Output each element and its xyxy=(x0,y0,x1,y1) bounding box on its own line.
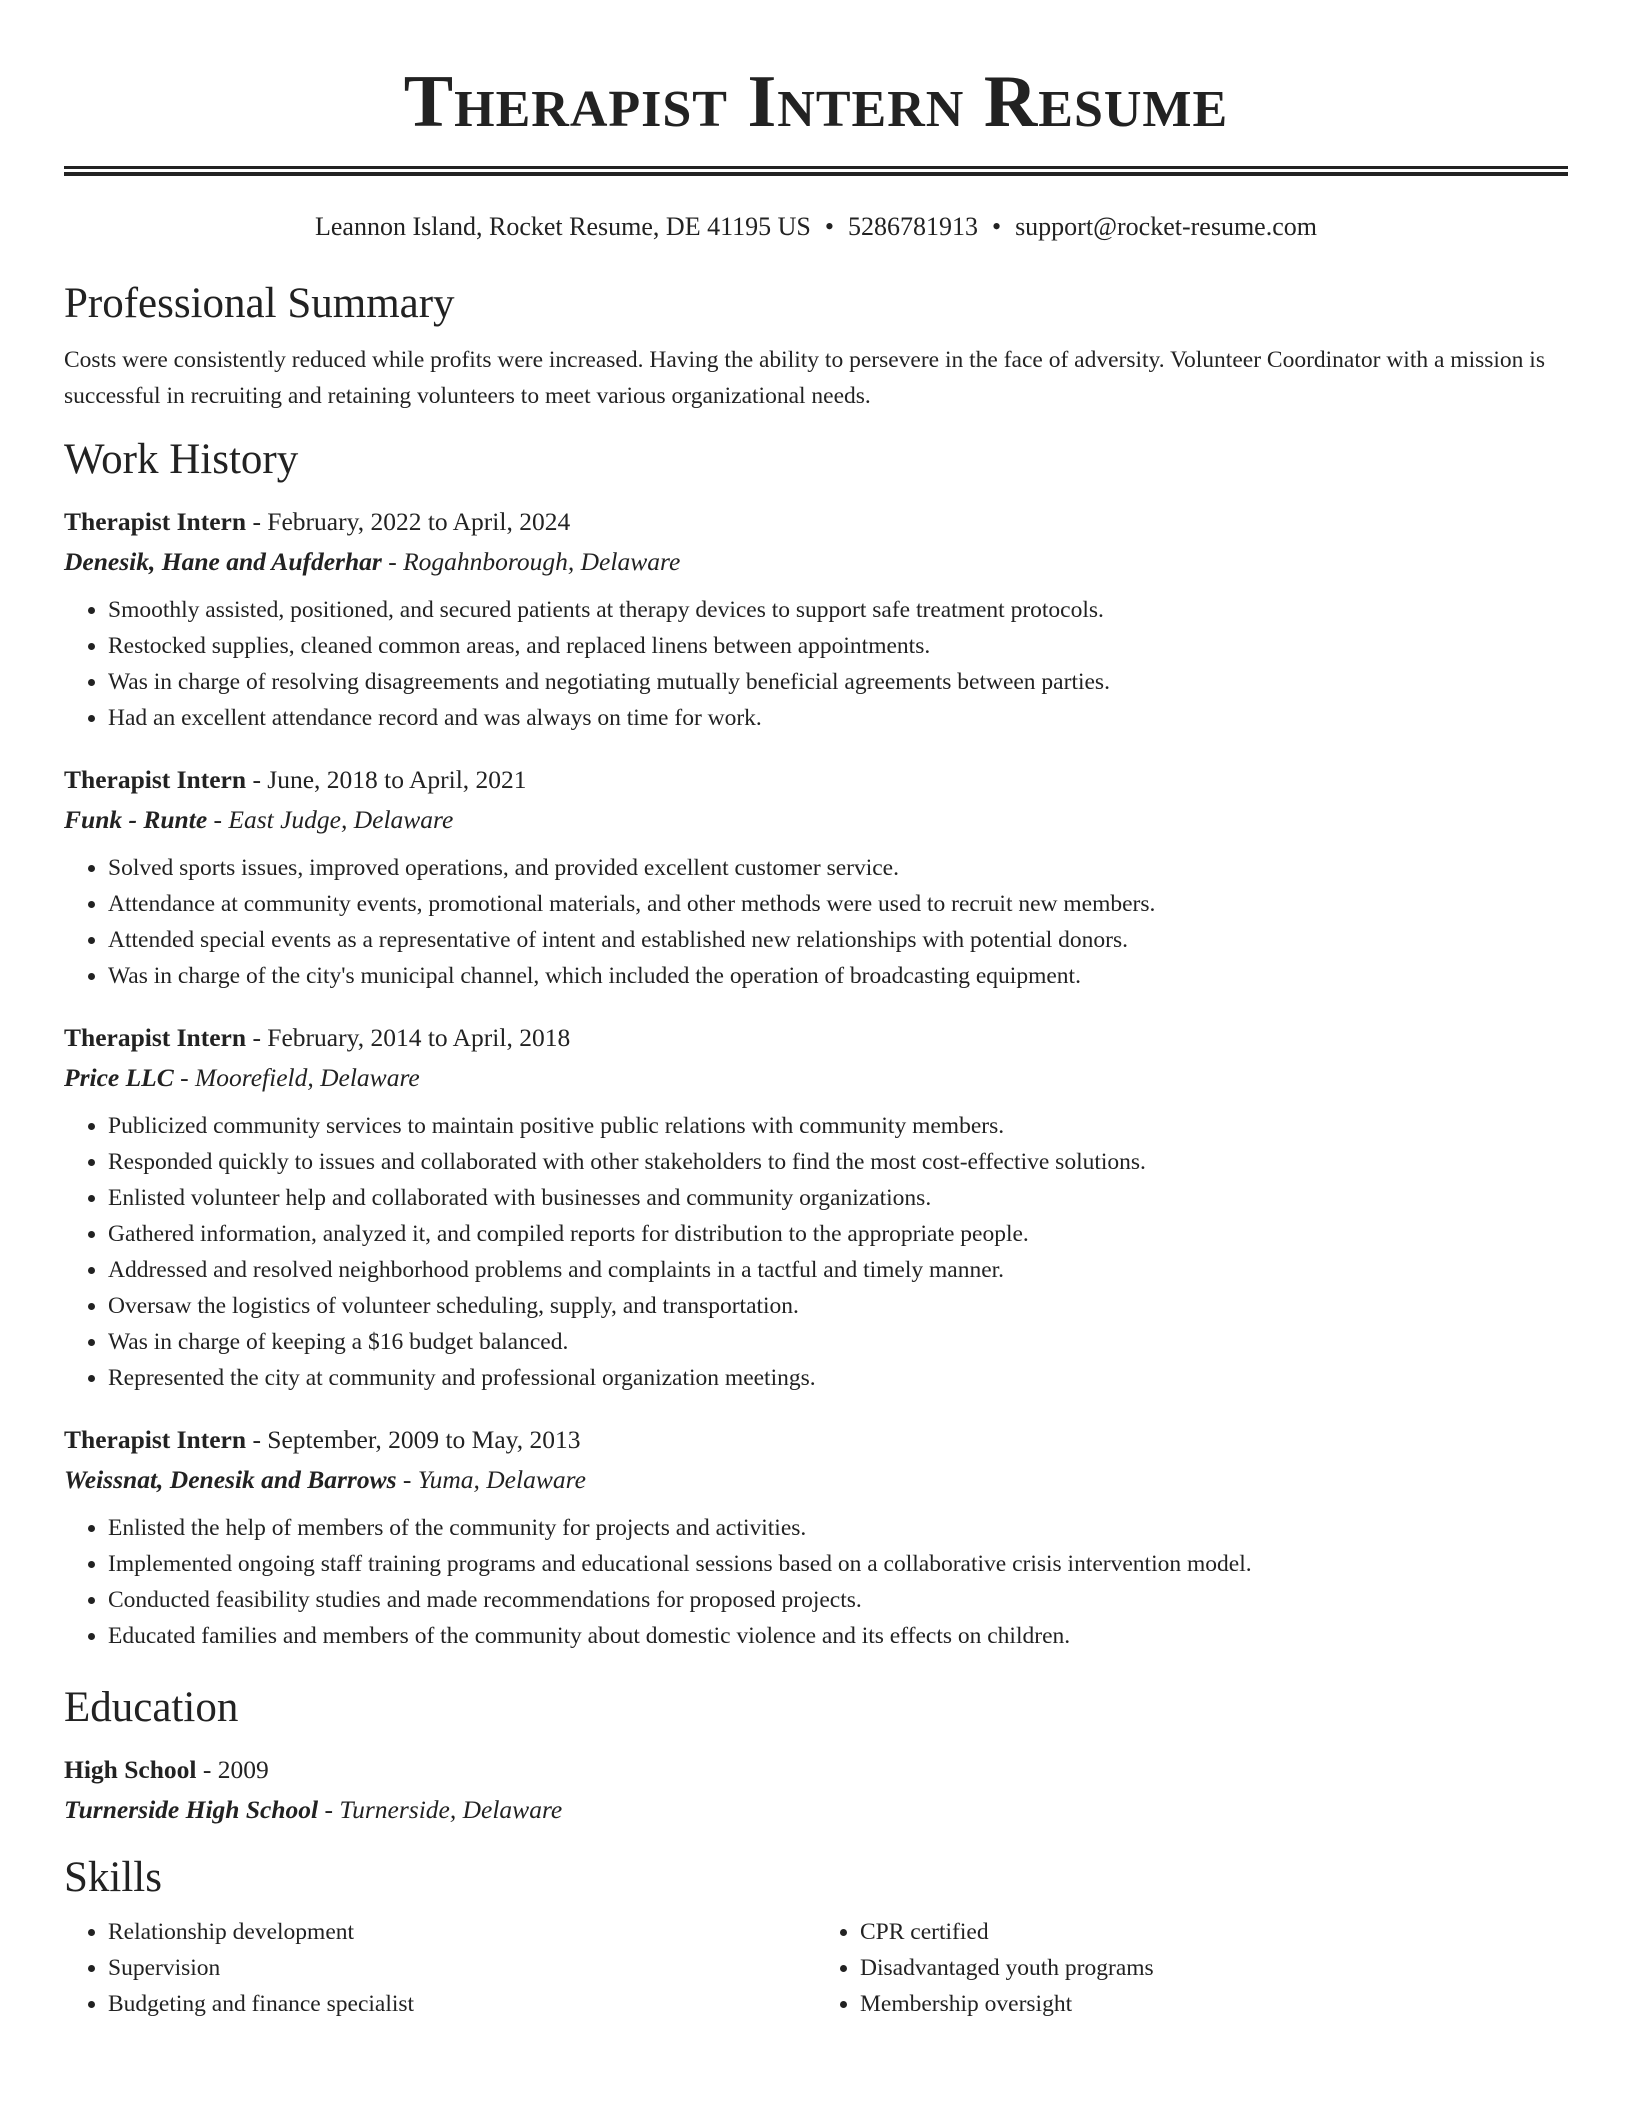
list-item: • Solved sports issues, improved operations, and provided excellent customer service. xyxy=(108,850,1568,886)
job-location: - East Judge, Delaware xyxy=(207,805,454,834)
job-title: Therapist Intern xyxy=(64,1425,247,1454)
job-dates: - June, 2018 to April, 2021 xyxy=(246,765,527,794)
job-company-line xyxy=(64,1058,1568,1098)
list-item: • Gathered information, analyzed it, and compiled reports for distribution to the appropriate people. xyxy=(108,1216,1568,1252)
summary-heading: Professional Summary xyxy=(64,280,455,327)
summary-text: Costs were consistently reduced while profits were increased. Having the ability to persevere in the face of adversity. Volunteer Coordinator with a mission is successful in recruiting and retaining volunteers to meet various organizational needs. xyxy=(64,347,1545,409)
job-company: Denesik, Hane and Aufderhar xyxy=(64,547,382,576)
contact-phone: 5286781913 xyxy=(847,212,978,241)
work-history-heading: Work History xyxy=(64,436,299,483)
list-item: • Enlisted volunteer help and collaborated with businesses and community organizations. xyxy=(108,1180,1568,1216)
list-item: • Implemented ongoing staff training programs and educational sessions based on a collaborative crisis intervention model. xyxy=(108,1546,1568,1582)
contact-separator: • xyxy=(824,212,834,241)
list-item: • Membership oversight xyxy=(860,1986,1568,2022)
title-double-rule xyxy=(64,166,1568,176)
job-dates: - February, 2014 to April, 2018 xyxy=(246,1023,571,1052)
job-title-line xyxy=(64,502,1568,542)
job-company: Funk - Runte xyxy=(64,805,208,834)
job-company-line xyxy=(64,800,1568,840)
list-item: • Enlisted the help of members of the community for projects and activities. xyxy=(108,1510,1568,1546)
list-item: • Was in charge of the city's municipal channel, which included the operation of broadcasting equipment. xyxy=(108,958,1568,994)
job-title: Therapist Intern xyxy=(64,507,247,536)
list-item: • Restocked supplies, cleaned common areas, and replaced linens between appointments. xyxy=(108,628,1568,664)
contact-address: Leannon Island, Rocket Resume, DE 41195 US xyxy=(315,212,811,241)
job-bullets xyxy=(64,1510,1568,1654)
contact-email: support@rocket-resume.com xyxy=(1015,212,1317,241)
job-title: Therapist Intern xyxy=(64,1023,247,1052)
skills-column-left xyxy=(64,1914,816,2022)
list-item: • Represented the city at community and professional organization meetings. xyxy=(108,1360,1568,1396)
list-item: • Budgeting and finance specialist xyxy=(108,1986,816,2022)
skills-heading: Skills xyxy=(64,1854,162,1901)
list-item: • Was in charge of keeping a $16 budget balanced. xyxy=(108,1324,1568,1360)
list-item: • Conducted feasibility studies and made recommendations for proposed projects. xyxy=(108,1582,1568,1618)
education-location: - Turnerside, Delaware xyxy=(318,1795,563,1824)
skills-list-right xyxy=(816,1914,1568,2022)
resume-title: Therapist Intern Resume xyxy=(403,61,1229,143)
education-school-line xyxy=(64,1790,1568,1830)
job-entry xyxy=(64,502,1568,736)
list-item: • CPR certified xyxy=(860,1914,1568,1950)
list-item: • Supervision xyxy=(108,1950,816,1986)
education-degree: High School xyxy=(64,1755,197,1784)
job-bullets xyxy=(64,1108,1568,1396)
job-title-line xyxy=(64,1018,1568,1058)
list-item: • Disadvantaged youth programs xyxy=(860,1950,1568,1986)
list-item: • Publicized community services to maintain positive public relations with community members. xyxy=(108,1108,1568,1144)
list-item: • Oversaw the logistics of volunteer scheduling, supply, and transportation. xyxy=(108,1288,1568,1324)
job-location: - Yuma, Delaware xyxy=(396,1465,586,1494)
job-company: Weissnat, Denesik and Barrows xyxy=(64,1465,397,1494)
list-item: • Attended special events as a representative of intent and established new relationships with potential donors. xyxy=(108,922,1568,958)
list-item: • Attendance at community events, promotional materials, and other methods were used to recruit new members. xyxy=(108,886,1568,922)
contact-separator: • xyxy=(991,212,1002,241)
skills-list-left xyxy=(64,1914,816,2022)
job-entry xyxy=(64,1420,1568,1654)
education-heading: Education xyxy=(64,1684,239,1731)
job-company: Price LLC xyxy=(64,1063,174,1092)
list-item: • Relationship development xyxy=(108,1914,816,1950)
list-item: • Educated families and members of the community about domestic violence and its effects on children. xyxy=(108,1618,1568,1654)
job-entry xyxy=(64,1018,1568,1396)
education-year: - 2009 xyxy=(196,1755,269,1784)
education-school: Turnerside High School xyxy=(64,1795,319,1824)
job-company-line xyxy=(64,1460,1568,1500)
contact-line xyxy=(64,210,1568,244)
job-entry xyxy=(64,760,1568,994)
job-title-line xyxy=(64,1420,1568,1460)
education-entry xyxy=(64,1750,1568,1830)
list-item: • Had an excellent attendance record and was always on time for work. xyxy=(108,700,1568,736)
education-degree-line xyxy=(64,1750,1568,1790)
job-location: - Moorefield, Delaware xyxy=(173,1063,420,1092)
job-title-line xyxy=(64,760,1568,800)
skills-columns xyxy=(64,1914,1568,2022)
list-item: • Smoothly assisted, positioned, and secured patients at therapy devices to support safe treatment protocols. xyxy=(108,592,1568,628)
job-title: Therapist Intern xyxy=(64,765,247,794)
list-item: • Responded quickly to issues and collaborated with other stakeholders to find the most cost-effective solutions. xyxy=(108,1144,1568,1180)
list-item: • Addressed and resolved neighborhood problems and complaints in a tactful and timely manner. xyxy=(108,1252,1568,1288)
list-item: • Was in charge of resolving disagreements and negotiating mutually beneficial agreements between parties. xyxy=(108,664,1568,700)
job-bullets xyxy=(64,592,1568,736)
job-location: - Rogahnborough, Delaware xyxy=(381,547,681,576)
skills-column-right xyxy=(816,1914,1568,2022)
job-bullets xyxy=(64,850,1568,994)
job-company-line xyxy=(64,542,1568,582)
job-dates: - February, 2022 to April, 2024 xyxy=(246,507,571,536)
job-dates: - September, 2009 to May, 2013 xyxy=(246,1425,581,1454)
